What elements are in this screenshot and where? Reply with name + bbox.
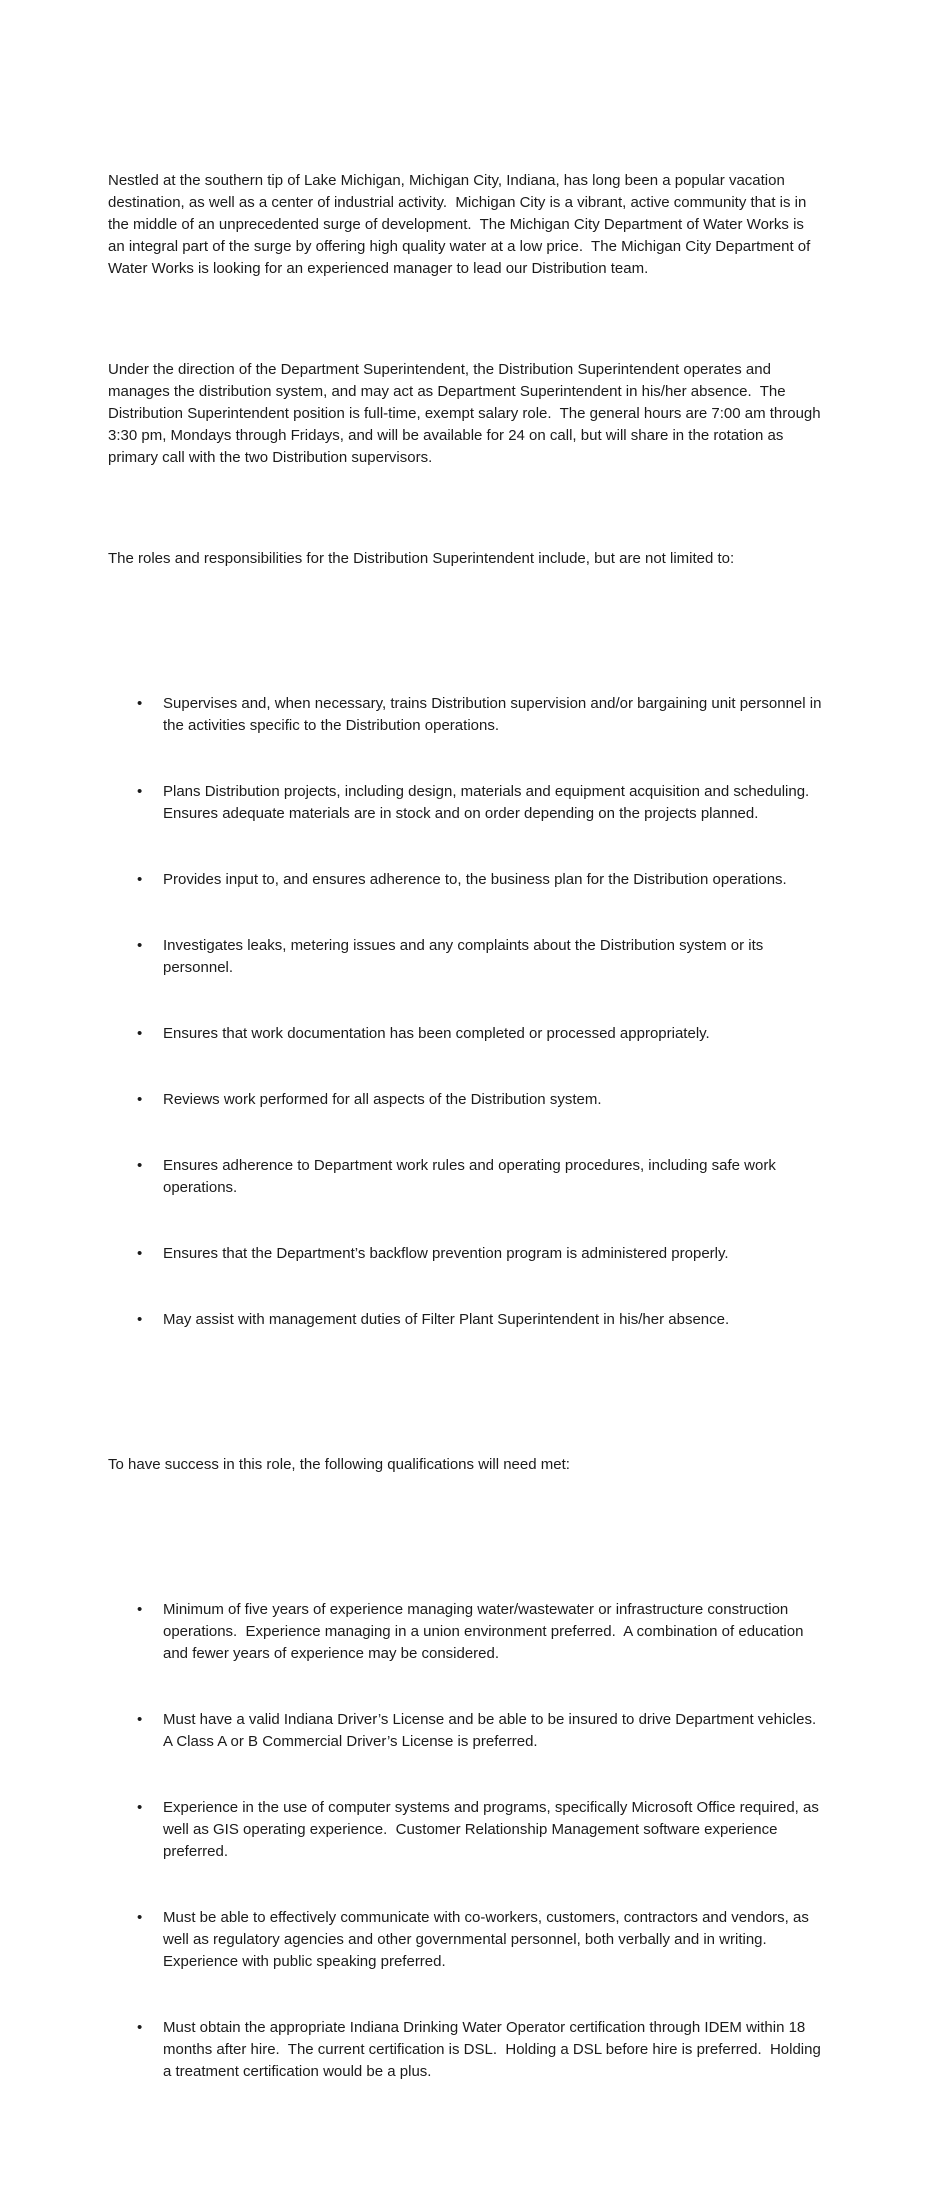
list-item: • Ensures that the Department’s backflow prevention program is administered properly. xyxy=(163,1243,822,1265)
list-item: • Ensures adherence to Department work rules and operating procedures, including safe work operations. xyxy=(163,1155,822,1199)
list-item: • May assist with management duties of Filter Plant Superintendent in his/her absence. xyxy=(163,1309,822,1331)
list-item: • Must have a valid Indiana Driver’s License and be able to be insured to drive Department vehicles. A Class A or B Commercial Driver’s License is preferred. xyxy=(163,1709,822,1753)
roles-list xyxy=(108,649,826,1375)
list-item: • Reviews work performed for all aspects of the Distribution system. xyxy=(163,1089,822,1111)
list-item: • Plans Distribution projects, including design, materials and equipment acquisition and scheduling. Ensures adequate materials are in stock and on order depending on the projects planned. xyxy=(163,781,822,825)
list-item: • Must be able to effectively communicate with co-workers, customers, contractors and vendors, as well as regulatory agencies and other governmental personnel, both verbally and in writing. Experience with public speaking preferred. xyxy=(163,1907,822,1973)
list-item: • Investigates leaks, metering issues and any complaints about the Distribution system or its personnel. xyxy=(163,935,822,979)
qualifications-list xyxy=(108,1555,825,2127)
document-body xyxy=(108,104,826,2206)
intro-paragraph: Nestled at the southern tip of Lake Michigan, Michigan City, Indiana, has long been a popular vacation destination, as well as a center of industrial activity. Michigan City is a vibrant, active community that is in the middle of an unprecedented surge of development. The Michigan City Department of Water Works is an integral part of the surge by offering high quality water at a low price. The Michigan City Department of Water Works is looking for an experienced manager to lead our Distribution team. xyxy=(108,172,815,277)
list-item: • Provides input to, and ensures adherence to, the business plan for the Distribution operations. xyxy=(163,869,822,891)
position-overview-paragraph: Under the direction of the Department Superintendent, the Distribution Superintendent operates and manages the distribution system, and may act as Department Superintendent in his/her absence. The Distribution Superintendent position is full-time, exempt salary role. The general hours are 7:00 am through 3:30 pm, Mondays through Fridays, and will be available for 24 on call, but will share in the rotation as primary call with the two Distribution supervisors. xyxy=(108,361,825,466)
list-item: • Supervises and, when necessary, trains Distribution supervision and/or bargaining unit personnel in the activities specific to the Distribution operations. xyxy=(163,693,822,737)
list-item: • Experience in the use of computer systems and programs, specifically Microsoft Office required, as well as GIS operating experience. Customer Relationship Management software experience preferred. xyxy=(163,1797,822,1863)
roles-intro-paragraph: The roles and responsibilities for the Distribution Superintendent include, but are not limited to: xyxy=(108,550,735,567)
list-item: • Must obtain the appropriate Indiana Drinking Water Operator certification through IDEM within 18 months after hire. The current certification is DSL. Holding a DSL before hire is preferred. Holding a treatment certification would be a plus. xyxy=(163,2017,822,2083)
list-item: • Ensures that work documentation has been completed or processed appropriately. xyxy=(163,1023,822,1045)
list-item: • Minimum of five years of experience managing water/wastewater or infrastructure construction operations. Experience managing in a union environment preferred. A combination of education and fewer years of experience may be considered. xyxy=(163,1599,822,1665)
qualifications-intro-paragraph: To have success in this role, the following qualifications will need met: xyxy=(108,1456,570,1473)
